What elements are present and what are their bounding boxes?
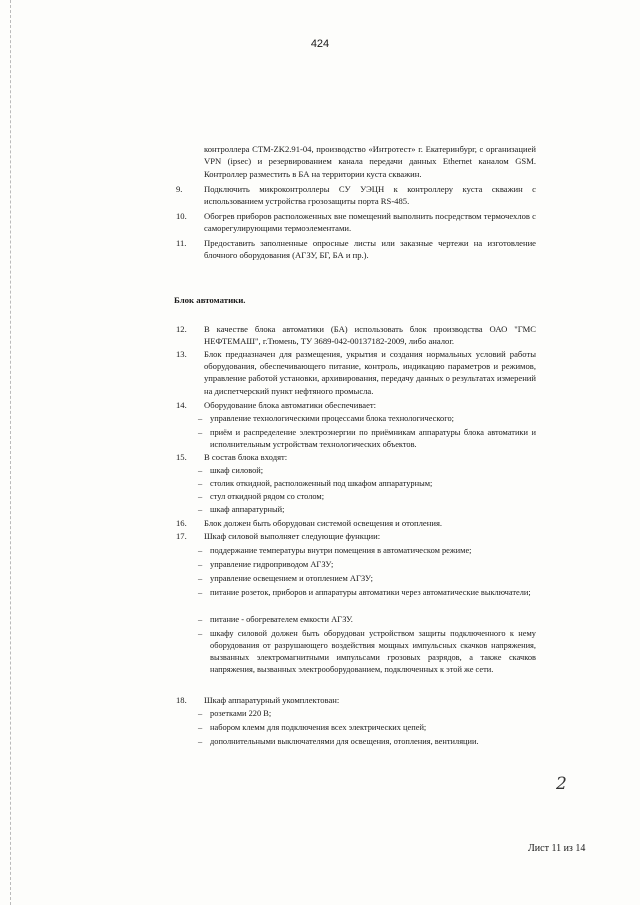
item-number: 14. (176, 400, 187, 410)
item-text: Предоставить заполненные опросные листы или заказные чертежи на изготовление блочного оборудования (АГЗУ, БГ, БА и пр.). (204, 238, 536, 261)
continuation-paragraph: контроллера СТМ-ZK2.91-04, производство «Интротест» г. Екатеринбург, с организацией VPN (ipsec) и резервированием канала передачи данных Ethernet каналом GSM. Контроллер разместить в БА на территории куста скважин. (204, 144, 536, 179)
sub-item (198, 504, 536, 516)
handwritten-signature: 2 (556, 774, 567, 794)
dash-bullet: – (198, 723, 203, 732)
sub-item-text: поддержание температуры внутри помещения в автоматическом режиме; (210, 546, 472, 555)
sub-item (198, 708, 536, 720)
sub-item-text: стул откидной рядом со столом; (210, 492, 325, 501)
dash-bullet: – (198, 560, 203, 569)
item-number: 9. (176, 184, 183, 194)
sub-item-text: набором клемм для подключения всех электрических цепей; (210, 723, 427, 732)
item-text: Блок предназначен для размещения, укрытия и создания нормальных условий работы оборудования, обеспечивающего питание, контроль, индикацию параметров и режимов, управление работой установки, архивирования, передачу данных о результатах измерений на диспетчерский пункт нефтяного промысла. (204, 349, 536, 396)
sub-item-text: управление освещением и отоплением АГЗУ; (210, 574, 373, 583)
item-number: 13. (176, 349, 187, 359)
item-number: 15. (176, 452, 187, 462)
sub-item-text: управление технологическими процессами блока технологического; (210, 414, 454, 423)
dash-bullet: – (198, 428, 203, 437)
item-number: 11. (176, 238, 187, 248)
dash-bullet: – (198, 505, 203, 514)
item-text: Шкаф аппаратурный укомплектован: (204, 695, 340, 705)
dash-bullet: – (198, 546, 203, 555)
item-text: Блок должен быть оборудован системой освещения и отопления. (204, 518, 443, 528)
dash-bullet: – (198, 574, 203, 583)
section-heading: Блок автоматики. (174, 295, 246, 305)
sub-item (198, 736, 536, 748)
sub-item-text: шкаф силовой; (210, 466, 264, 475)
item-text: В качестве блока автоматики (БА) использовать блок производства ОАО "ГМС НЕФТЕМАШ", г.Тюмень, ТУ 3689-042-00137182-2009, либо аналог. (204, 324, 536, 347)
sub-item (198, 545, 536, 557)
item-text: Подключить микроконтроллеры СУ УЭЦН к контроллеру куста скважин с использованием устройства грозозащиты порта RS-485. (204, 184, 536, 207)
sub-item-text: приём и распределение электроэнергии по приёмникам аппаратуры блока автоматики и исполнительным устройствам технологических объектов. (210, 428, 536, 449)
dash-bullet: – (198, 414, 203, 423)
item-number: 17. (176, 531, 187, 541)
dash-bullet: – (198, 492, 203, 501)
sub-item (198, 628, 536, 676)
item-text: Обогрев приборов расположенных вне помещений выполнить посредством термочехлов с саморегулирующими термоэлементами. (204, 211, 536, 234)
item-number: 10. (176, 211, 187, 221)
sub-item-text: шкафу силовой должен быть оборудован устройством защиты подключенного к нему оборудования от разрушающего воздействия мощных импульсных скачков напряжения, вызванных электромагнитными импульсами грозовых разрядов, а также скачков напряжения, вызванных электрооборудованием, подключенных к этой же сети. (210, 629, 536, 674)
sub-item (198, 614, 536, 626)
sub-item (198, 491, 536, 503)
dash-bullet: – (198, 479, 203, 488)
dash-bullet: – (198, 615, 203, 624)
item-text: Оборудование блока автоматики обеспечивает: (204, 400, 377, 410)
item-text: Шкаф силовой выполняет следующие функции: (204, 531, 381, 541)
sub-item (198, 427, 536, 451)
dash-bullet: – (198, 709, 203, 718)
binding-edge (10, 0, 12, 905)
sheet-footer: Лист 11 из 14 (528, 843, 586, 854)
sub-item-text: шкаф аппаратурный; (210, 505, 285, 514)
sub-item (198, 573, 536, 585)
sub-item (198, 478, 536, 490)
dash-bullet: – (198, 588, 203, 597)
sub-item-text: столик откидной, расположенный под шкафом аппаратурным; (210, 479, 433, 488)
sub-item-text: питание - обогревателем емкости АГЗУ. (210, 615, 353, 624)
sub-item-text: управление гидроприводом АГЗУ; (210, 560, 334, 569)
dash-bullet: – (198, 466, 203, 475)
item-number: 16. (176, 518, 187, 528)
dash-bullet: – (198, 629, 203, 638)
sub-item-text: розетками 220 В; (210, 709, 272, 718)
sub-item (198, 559, 536, 571)
item-number: 12. (176, 324, 187, 334)
sub-item (198, 587, 536, 599)
sub-item-text: питание розеток, приборов и аппаратуры автоматики через автоматические выключатели; (210, 588, 531, 597)
item-number: 18. (176, 695, 187, 705)
sub-item (198, 722, 536, 734)
dash-bullet: – (198, 737, 203, 746)
sub-item (198, 465, 536, 477)
sub-item-text: дополнительными выключателями для освещения, отопления, вентиляции. (210, 737, 479, 746)
sub-item (198, 413, 536, 425)
page-number: 424 (310, 38, 330, 50)
item-text: В состав блока входят: (204, 452, 288, 462)
